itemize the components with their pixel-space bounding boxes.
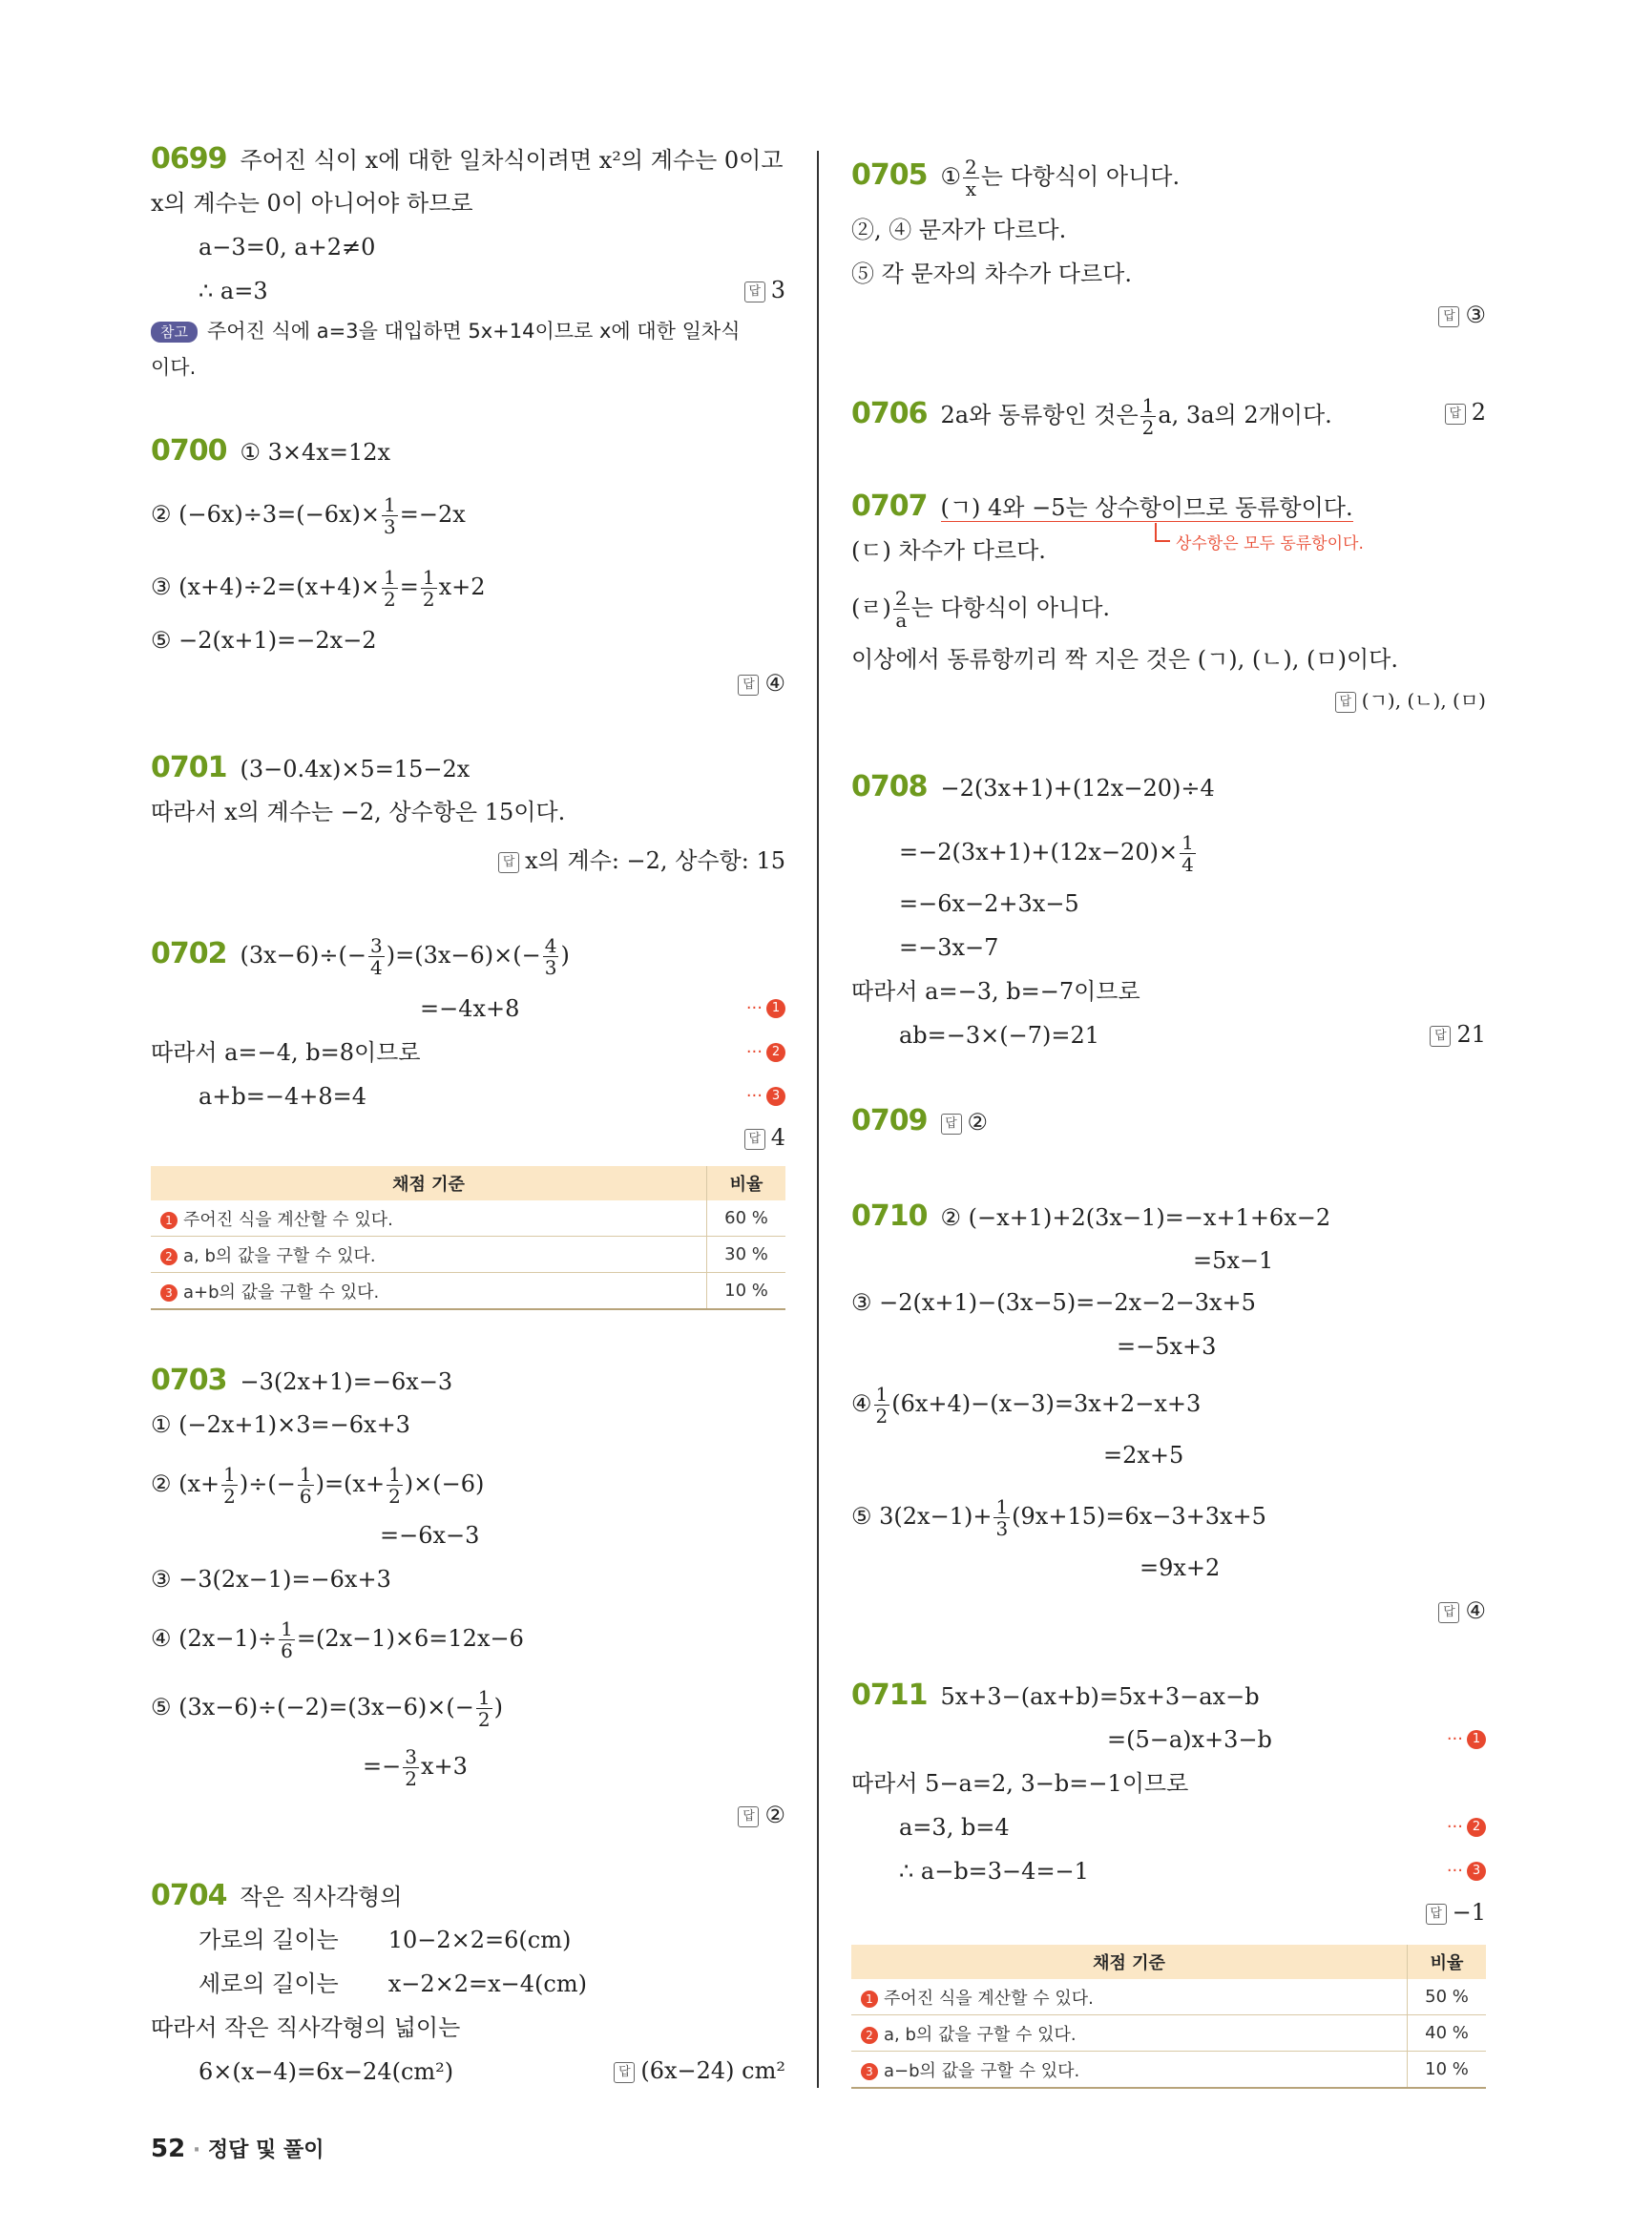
fraction — [421, 567, 437, 610]
fraction — [893, 588, 910, 631]
table-row — [151, 1200, 785, 1237]
problem-0702 — [151, 935, 570, 978]
ratio-cell: 50 % — [1408, 1979, 1487, 2015]
eq-part: x+3 — [420, 1753, 468, 1780]
numerator: 1 — [1141, 394, 1155, 417]
answer-icon: 답 — [1430, 1026, 1451, 1047]
problem-number: 0699 — [151, 142, 227, 176]
text-line — [199, 1926, 571, 1954]
eq-part: )=(3x−6)×(− — [386, 942, 541, 969]
table-row — [151, 1273, 785, 1310]
equation-line: ③ −2(x+1)−(3x−5)=−2x−2−3x+5 — [851, 1289, 1256, 1316]
problem-0703 — [151, 1366, 452, 1396]
problem-0704 — [151, 1879, 403, 1912]
fraction — [387, 1464, 403, 1507]
criteria-text: a, b의 값을 구할 수 있다. — [183, 1245, 376, 1266]
problem-number: 0703 — [151, 1364, 227, 1397]
fraction — [368, 935, 385, 978]
text-line — [199, 1970, 587, 1998]
problem-number: 0705 — [851, 158, 928, 192]
eq-part: )=(x+ — [315, 1470, 386, 1497]
answer-value: 3 — [770, 277, 785, 303]
ratio-header: 비율 — [707, 1166, 786, 1200]
denominator: a — [895, 609, 908, 632]
problem-0699 — [151, 142, 784, 176]
problem-0706 — [851, 395, 1332, 438]
problem-0701 — [151, 751, 471, 784]
answer-value: −1 — [1452, 1899, 1486, 1926]
equation-line — [851, 1384, 1201, 1427]
numerator: 4 — [544, 934, 557, 957]
fraction — [963, 156, 979, 199]
eq-part: ② (x+ — [151, 1470, 220, 1497]
answer — [1430, 1021, 1486, 1048]
step-marker-2: ··· 2 — [746, 1042, 785, 1062]
problem-0710 — [851, 1199, 1331, 1233]
equation-line — [851, 1496, 1266, 1539]
criteria-text: 주어진 식을 계산할 수 있다. — [884, 1988, 1094, 2009]
equation-line: =5x−1 — [1193, 1247, 1274, 1274]
denominator: 2 — [477, 1708, 491, 1731]
ratio-cell: 30 % — [707, 1237, 786, 1273]
equation-line: ③ −3(2x−1)=−6x+3 — [151, 1566, 391, 1593]
answer-value: ② — [967, 1109, 989, 1136]
fraction — [1180, 832, 1196, 875]
answer — [1438, 1597, 1486, 1624]
answer-icon: 답 — [1426, 1904, 1447, 1925]
answer — [1426, 1899, 1486, 1926]
answer-value: (ㄱ), (ㄴ), (ㅁ) — [1361, 689, 1486, 712]
denominator: 6 — [299, 1485, 312, 1508]
problem-number: 0702 — [151, 937, 227, 970]
criteria-cell — [851, 1979, 1408, 2015]
eq-part: (6x+4)−(x−3)=3x+2−x+3 — [891, 1390, 1202, 1417]
denominator: 2 — [1141, 416, 1155, 439]
answer-icon: 답 — [744, 281, 765, 302]
answer — [744, 277, 785, 303]
criteria-cell — [851, 2052, 1408, 2089]
answer-value: x의 계수: −2, 상수항: 15 — [525, 847, 785, 874]
equation-line: −2(3x+1)+(12x−20)÷4 — [940, 775, 1215, 802]
answer — [1438, 302, 1486, 328]
equation-line: =−4x+8 — [420, 995, 520, 1022]
eq-part: = — [399, 573, 419, 600]
text-line — [851, 588, 1110, 631]
problem-0708 — [851, 770, 1215, 803]
numerator: 1 — [281, 1617, 293, 1640]
equation-line — [151, 1618, 524, 1661]
numerator: 1 — [388, 1463, 401, 1486]
step-number: 1 — [861, 1991, 878, 2008]
note-text: 주어진 식에 a=3을 대입하면 5x+14이므로 x에 대한 일차식 — [206, 320, 741, 343]
step-number: 2 — [766, 1043, 785, 1062]
equation-line — [151, 494, 466, 537]
equation-line: =−5x+3 — [1117, 1333, 1217, 1360]
problem-number: 0710 — [851, 1199, 928, 1233]
problem-number: 0701 — [151, 751, 227, 784]
ratio-cell: 10 % — [1408, 2052, 1487, 2089]
equation-line: −3(2x+1)=−6x−3 — [240, 1368, 453, 1395]
text-line: (ㄱ) 4와 −5는 상수항이므로 동류항이다. — [940, 494, 1353, 521]
eq-part: =(2x−1)×6=12x−6 — [296, 1625, 524, 1652]
eq-part: (9x+15)=6x−3+3x+5 — [1012, 1503, 1266, 1530]
note-badge: 참고 — [151, 322, 198, 343]
text-line: 따라서 5−a=2, 3−b=−1이므로 — [851, 1770, 1189, 1797]
answer-icon: 답 — [1438, 1602, 1459, 1623]
problem-number: 0711 — [851, 1678, 928, 1712]
criteria-text: a−b의 값을 구할 수 있다. — [884, 2060, 1080, 2081]
step-number: 1 — [160, 1212, 178, 1229]
criteria-cell — [851, 2015, 1408, 2052]
eq-part: ④ — [851, 1390, 872, 1417]
equation-line: ① 3×4x=12x — [240, 439, 391, 466]
eq-part: =−2x — [399, 501, 466, 528]
answer-icon: 답 — [738, 1806, 759, 1827]
page-footer — [151, 2134, 324, 2163]
fraction — [1140, 395, 1157, 438]
problem-0709 — [851, 1104, 989, 1137]
step-number: 3 — [1467, 1862, 1486, 1881]
ratio-cell: 60 % — [707, 1200, 786, 1237]
text-line: (ㄷ) 차수가 다르다. — [851, 537, 1046, 564]
answer — [498, 842, 785, 875]
equation-line: ab=−3×(−7)=21 — [899, 1022, 1100, 1049]
problem-0707 — [851, 492, 1353, 522]
eq-part: a, 3a의 2개이다. — [1158, 402, 1332, 428]
problem-number: 0707 — [851, 490, 928, 523]
equation-line: =−3x−7 — [899, 934, 999, 961]
fraction — [298, 1464, 314, 1507]
step-number: 3 — [861, 2063, 878, 2080]
table-row — [851, 1979, 1486, 2015]
numerator: 2 — [894, 587, 908, 610]
eq-part: ② (−6x)÷3=(−6x)× — [151, 501, 381, 528]
eq-part: (ㄹ) — [851, 594, 891, 621]
denominator: 2 — [223, 1485, 236, 1508]
eq-part: x−2×2=x−4(cm) — [387, 1970, 587, 1997]
denominator: 2 — [384, 588, 396, 611]
numerator: 1 — [477, 1686, 491, 1709]
equation-line: =−6x−2+3x−5 — [899, 890, 1079, 917]
note-connector — [1155, 540, 1170, 542]
eq-part: x+2 — [438, 573, 486, 600]
eq-part: )×(−6) — [404, 1470, 485, 1497]
eq-part: ④ (2x−1)÷ — [151, 1625, 278, 1652]
text-line: 따라서 a=−3, b=−7이므로 — [851, 978, 1140, 1005]
fraction — [382, 494, 398, 537]
equation-line: a=3, b=4 — [899, 1814, 1010, 1841]
equation-line — [151, 1464, 484, 1507]
page-number: 52 — [151, 2135, 186, 2163]
answer-icon: 답 — [614, 2062, 635, 2083]
eq-part: 2a와 동류항인 것은 — [940, 402, 1139, 428]
answer — [738, 1802, 785, 1828]
eq-part: ① — [940, 163, 962, 190]
text-line: 따라서 x의 계수는 −2, 상수항은 15이다. — [151, 799, 566, 825]
fraction — [382, 567, 398, 610]
answer — [1335, 685, 1486, 713]
equation-line — [151, 1687, 503, 1730]
problem-0705 — [851, 156, 1180, 199]
answer-value: ④ — [764, 670, 785, 697]
criteria-cell — [151, 1273, 707, 1310]
answer-value: ② — [764, 1802, 785, 1828]
denominator: 6 — [281, 1639, 293, 1662]
eq-part: ③ (x+4)÷2=(x+4)× — [151, 573, 381, 600]
equation-line: ② (−x+1)+2(3x−1)=−x+1+6x−2 — [940, 1204, 1331, 1231]
scoring-criteria-table — [851, 1945, 1486, 2089]
criteria-cell — [151, 1237, 707, 1273]
equation-line: 6×(x−4)=6x−24(cm²) — [199, 2058, 454, 2085]
equation-line: ∴ a−b=3−4=−1 — [899, 1858, 1089, 1885]
equation-line — [899, 832, 1198, 875]
answer-value: 21 — [1456, 1021, 1486, 1048]
table-row — [851, 2052, 1486, 2089]
side-note: 상수항은 모두 동류항이다. — [1176, 534, 1364, 553]
ratio-cell: 10 % — [707, 1273, 786, 1310]
footer-label: 정답 및 풀이 — [207, 2138, 324, 2162]
numerator: 1 — [384, 566, 396, 589]
eq-part: =− — [363, 1753, 402, 1780]
equation-line: ⑤ −2(x+1)=−2x−2 — [151, 627, 377, 654]
equation-line: 5x+3−(ax+b)=5x+3−ax−b — [940, 1683, 1260, 1710]
ratio-header: 비율 — [1408, 1945, 1487, 1979]
column-divider — [817, 151, 819, 2088]
note-text: 이다. — [151, 356, 197, 379]
scoring-criteria-table — [151, 1166, 785, 1310]
eq-part: )÷(− — [239, 1470, 296, 1497]
equation-line: (3−0.4x)×5=15−2x — [240, 756, 471, 782]
problem-number: 0708 — [851, 770, 928, 803]
label: 가로의 길이는 — [199, 1927, 339, 1953]
step-number: 1 — [1467, 1730, 1486, 1749]
eq-part: (3x−6)÷(− — [240, 942, 366, 969]
numerator: 3 — [405, 1745, 417, 1768]
table-row — [851, 2015, 1486, 2052]
answer-value: ④ — [1465, 1597, 1486, 1624]
answer-icon: 답 — [1335, 692, 1356, 713]
criteria-text: a, b의 값을 구할 수 있다. — [884, 2024, 1077, 2045]
criteria-text: 주어진 식을 계산할 수 있다. — [183, 1209, 393, 1230]
criteria-cell — [151, 1200, 707, 1237]
answer-value: 4 — [770, 1124, 785, 1151]
answer-icon: 답 — [744, 1129, 765, 1150]
answer-icon: 답 — [498, 852, 519, 873]
equation-line: ① (−2x+1)×3=−6x+3 — [151, 1411, 410, 1438]
numerator: 1 — [299, 1463, 312, 1486]
fraction — [221, 1464, 238, 1507]
fraction — [993, 1496, 1010, 1539]
numerator: 1 — [995, 1495, 1009, 1518]
fraction — [874, 1384, 890, 1427]
problem-number: 0700 — [151, 434, 227, 468]
fraction — [279, 1618, 295, 1661]
denominator: 3 — [544, 956, 557, 979]
denominator: 2 — [422, 588, 435, 611]
equation-line: a−3=0, a+2≠0 — [199, 234, 376, 261]
text-line: 작은 직사각형의 — [240, 1884, 403, 1910]
answer — [1445, 399, 1486, 426]
eq-part: 10−2×2=6(cm) — [387, 1927, 572, 1953]
text-line: 이상에서 동류항끼리 짝 지은 것은 (ㄱ), (ㄴ), (ㅁ)이다. — [851, 646, 1398, 673]
numerator: 1 — [1181, 831, 1194, 854]
denominator: 2 — [875, 1405, 889, 1428]
step-number: 3 — [766, 1087, 785, 1106]
denominator: x — [965, 177, 977, 200]
numerator: 1 — [875, 1383, 889, 1406]
label: 세로의 길이는 — [199, 1970, 339, 1997]
ratio-cell: 40 % — [1408, 2015, 1487, 2052]
problem-number: 0704 — [151, 1879, 227, 1912]
footer-separator: · — [192, 2138, 201, 2162]
answer-value: (6x−24) cm² — [640, 2057, 785, 2084]
problem-number: 0709 — [851, 1104, 928, 1137]
equation-line: =(5−a)x+3−b — [1107, 1726, 1272, 1753]
eq-part: ⑤ (3x−6)÷(−2)=(3x−6)×(− — [151, 1694, 474, 1720]
table-row — [151, 1237, 785, 1273]
step-number: 3 — [160, 1284, 178, 1302]
numerator: 1 — [422, 566, 435, 589]
text-line: 따라서 a=−4, b=8이므로 — [151, 1039, 421, 1066]
denominator: 3 — [995, 1517, 1009, 1540]
step-marker-3: ··· 3 — [746, 1086, 785, 1106]
eq-part: 는 다항식이 아니다. — [910, 594, 1111, 621]
criteria-header: 채점 기준 — [151, 1166, 707, 1200]
problem-0711 — [851, 1678, 1260, 1712]
equation-line: a+b=−4+8=4 — [199, 1083, 367, 1110]
answer — [738, 670, 785, 697]
equation-line — [151, 567, 486, 610]
note-connector — [1155, 523, 1157, 542]
step-number: 2 — [861, 2027, 878, 2044]
text-line: ②, ④ 문자가 다르다. — [851, 217, 1067, 243]
denominator: 2 — [388, 1485, 401, 1508]
denominator: 2 — [405, 1767, 417, 1790]
eq-part: ⑤ 3(2x−1)+ — [851, 1503, 993, 1530]
eq-part: 는 다항식이 아니다. — [980, 163, 1181, 190]
criteria-header: 채점 기준 — [851, 1945, 1408, 1979]
fraction — [543, 935, 559, 978]
text-line: x의 계수는 0이 아니어야 하므로 — [151, 190, 473, 217]
text-line: 따라서 작은 직사각형의 넓이는 — [151, 2014, 461, 2041]
note — [151, 317, 741, 345]
fraction — [403, 1746, 419, 1789]
problem-0700 — [151, 434, 391, 468]
step-number: 1 — [766, 999, 785, 1018]
answer-icon: 답 — [1438, 306, 1459, 327]
equation-line: ∴ a=3 — [199, 278, 268, 304]
answer-icon: 답 — [941, 1114, 962, 1135]
answer — [744, 1124, 785, 1151]
criteria-text: a+b의 값을 구할 수 있다. — [183, 1282, 380, 1303]
equation-line: =−6x−3 — [380, 1522, 480, 1549]
equation-line: =9x+2 — [1140, 1554, 1221, 1581]
equation-line — [363, 1746, 468, 1789]
answer-icon: 답 — [738, 675, 759, 696]
numerator: 2 — [965, 156, 977, 178]
answer-value: ③ — [1465, 302, 1486, 328]
eq-part: ) — [560, 942, 570, 969]
eq-part: =−2(3x+1)+(12x−20)× — [899, 839, 1179, 865]
answer-icon: 답 — [1445, 404, 1466, 425]
step-number: 2 — [1467, 1818, 1486, 1837]
step-marker-1: ··· 1 — [746, 998, 785, 1018]
denominator: 4 — [370, 956, 383, 979]
numerator: 1 — [223, 1463, 236, 1486]
eq-part: ) — [493, 1694, 503, 1720]
numerator: 1 — [384, 493, 396, 516]
numerator: 3 — [370, 934, 383, 957]
step-marker-2: ··· 2 — [1447, 1817, 1486, 1837]
fraction — [476, 1687, 492, 1730]
step-marker-1: ··· 1 — [1447, 1729, 1486, 1749]
step-marker-3: ··· 3 — [1447, 1861, 1486, 1881]
answer — [614, 2057, 785, 2084]
problem-number: 0706 — [851, 397, 928, 430]
text-line: 주어진 식이 x에 대한 일차식이려면 x²의 계수는 0이고 — [240, 147, 784, 174]
text-line: ⑤ 각 문자의 차수가 다르다. — [851, 261, 1132, 287]
denominator: 4 — [1181, 853, 1194, 876]
answer-value: 2 — [1471, 399, 1486, 426]
denominator: 3 — [384, 515, 396, 538]
step-number: 2 — [160, 1248, 178, 1265]
equation-line: =2x+5 — [1103, 1442, 1184, 1469]
